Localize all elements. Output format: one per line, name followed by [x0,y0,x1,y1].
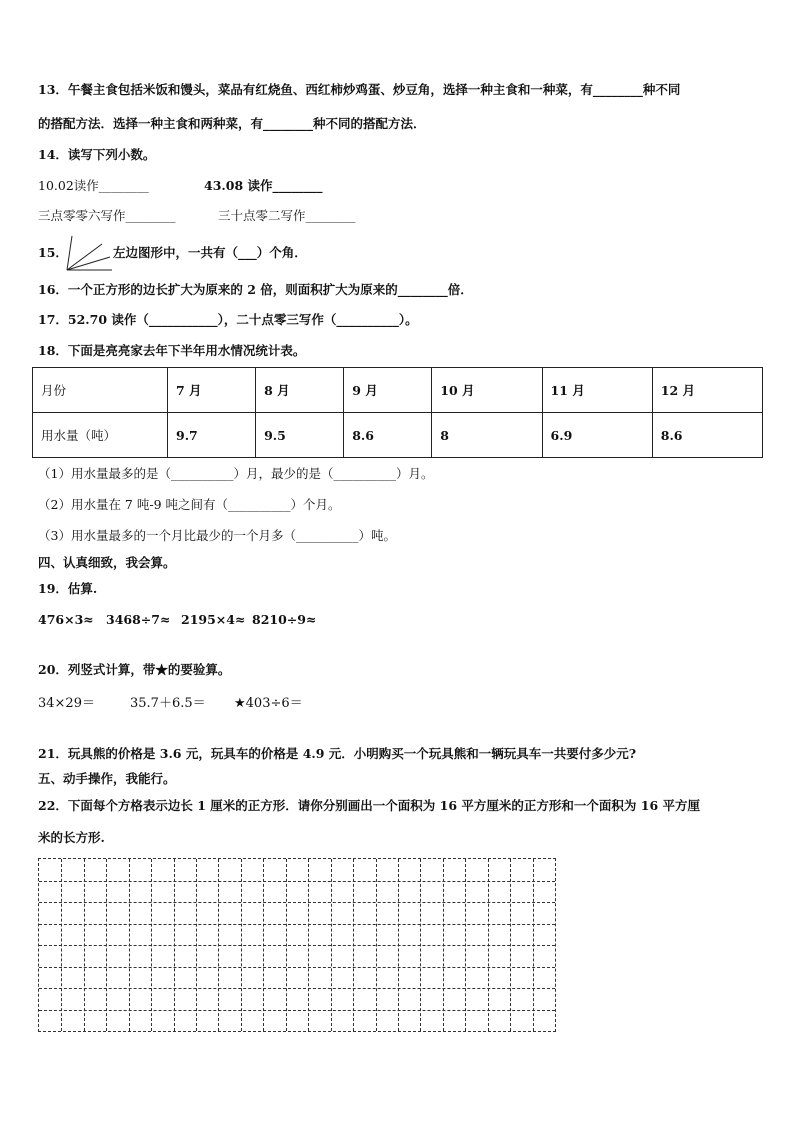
grid-line [398,859,399,1031]
table-cell: 月份 [33,368,168,413]
table-cell: 7 月 [168,368,256,413]
table-cell: 8 [432,413,542,458]
q19-title: 19．估算. [38,581,98,596]
grid-line [106,859,107,1031]
q13-line1: 13．午餐主食包括米饭和馒头，菜品有红烧鱼、西红柿炒鸡蛋、炒豆角，选择一种主食和一种菜，有________种不同 [38,82,681,97]
q19-item: 3468÷7≈ [106,612,171,627]
grid-line [263,859,264,1031]
q16-text: 16．一个正方形的边长扩大为原来的 2 倍，则面积扩大为原来的________倍． [38,282,473,297]
table-cell: 11 月 [542,368,652,413]
grid-line [174,859,175,1031]
q15-text: 左边图形中，一共有（___）个角． [113,245,307,260]
q19-item: 476×3≈ [38,612,94,627]
grid-line [196,859,197,1031]
water-usage-table [32,367,763,458]
q20-item: ★403÷6＝ [234,696,303,711]
grid-line [218,859,219,1031]
q14-title: 14．读写下列小数。 [38,147,156,162]
table-cell: 8.6 [652,413,762,458]
q13-line2: 的搭配方法．选择一种主食和两种菜，有________种不同的搭配方法． [38,116,426,131]
q22-line2: 米的长方形. [38,830,105,845]
grid-line [84,859,85,1031]
grid-line [61,859,62,1031]
q18-title: 18．下面是亮亮家去年下半年用水情况统计表。 [38,343,306,358]
section-4-heading: 四、认真细致，我会算。 [38,555,176,570]
grid-line [129,859,130,1031]
grid-line [331,859,332,1031]
table-cell: 10 月 [432,368,542,413]
q17-text: 17．52.70 读作（___________），二十点零三写作（__________）。 [38,312,418,327]
table-header-row [33,368,763,413]
table-cell: 9 月 [344,368,432,413]
grid-line [533,859,534,1031]
q20-item: 35.7＋6.5＝ [130,696,206,711]
grid-line [286,859,287,1031]
grid-line [376,859,377,1031]
grid-line [39,945,555,946]
table-cell: 9.7 [168,413,256,458]
section-5-heading: 五、动手操作，我能行。 [38,771,176,786]
q15-number: 15． [38,245,68,260]
q18-sub1: （1）用水量最多的是（__________）月，最少的是（__________）月。 [38,466,434,481]
table-cell: 6.9 [542,413,652,458]
q18-sub3: （3）用水量最多的一个月比最少的一个月多（__________）吨。 [38,528,396,543]
table-cell: 8.6 [344,413,432,458]
angle-figure [64,234,114,274]
table-cell: 12 月 [652,368,762,413]
grid-line [443,859,444,1031]
table-cell: 8 月 [256,368,344,413]
grid-line [420,859,421,1031]
table-cell: 用水量（吨） [33,413,168,458]
grid-line [465,859,466,1031]
grid-line [241,859,242,1031]
grid-line [510,859,511,1031]
grid-line [151,859,152,1031]
grid-line [39,988,555,989]
q14-item-b: 43.08 读作________ [204,178,323,193]
q14-item-a: 10.02读作________ [38,178,149,193]
q14-item-d: 三十点零二写作________ [218,208,356,223]
grid-line [308,859,309,1031]
q22-line1: 22．下面每个方格表示边长 1 厘米的正方形．请你分别画出一个面积为 16 平方厘米的正方形和一个面积为 16 平方厘 [38,798,700,813]
q14-item-c: 三点零零六写作________ [38,208,176,223]
table-row [33,413,763,458]
q20-item: 34×29＝ [38,696,95,711]
q19-item: 8210÷9≈ [252,612,317,627]
grid-line [39,967,555,968]
grid-line [39,924,555,925]
square-grid[interactable] [38,858,556,1032]
q20-title: 20．列竖式计算，带★的要验算。 [38,662,231,677]
grid-line [353,859,354,1031]
table-cell: 9.5 [256,413,344,458]
q19-item: 2195×4≈ [181,612,246,627]
grid-line [39,881,555,882]
q21-text: 21．玩具熊的价格是 3.6 元，玩具车的价格是 4.9 元．小明购买一个玩具熊和一辆玩具车一共要付多少元? [38,746,637,761]
grid-line [39,1010,555,1011]
grid-line [39,902,555,903]
q18-sub2: （2）用水量在 7 吨-9 吨之间有（__________）个月。 [38,497,341,512]
grid-line [488,859,489,1031]
